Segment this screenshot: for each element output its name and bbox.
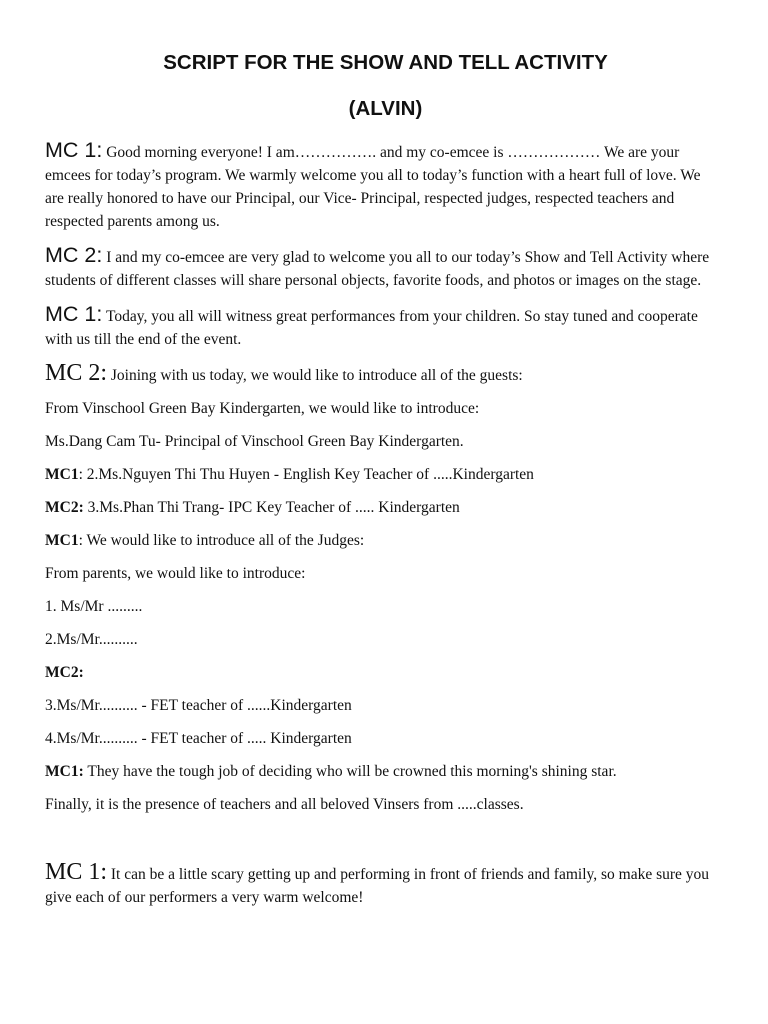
speaker-label: MC 1:: [45, 138, 103, 162]
script-line: [45, 529, 718, 552]
speaker-label: MC 2:: [45, 360, 108, 386]
line-text: They have the tough job of deciding who will be crowned this morning's shining star.: [83, 763, 617, 780]
line-text: : 2.Ms.Nguyen Thi Thu Huyen - English Key Teacher of .....Kindergarten: [78, 466, 534, 483]
line-text: 2.Ms/Mr..........: [45, 631, 138, 648]
script-line: [45, 661, 718, 684]
speaker-label: MC2:: [45, 499, 84, 516]
script-line: [45, 694, 718, 717]
script-line: [45, 727, 718, 750]
script-line: [45, 496, 718, 519]
script-line: [45, 628, 718, 651]
paragraph-text: Good morning everyone! I am……………. and my co-emcee is ……………… We are your emcees for today’s program. We warmly welcome you all to today’s function with a heart full of love. We are really honored to have our Principal, our Vice- Principal, respected judges, respected teachers and respected parents among us.: [45, 144, 701, 230]
line-text: : We would like to introduce all of the Judges:: [78, 532, 365, 549]
speaker-label: MC1:: [45, 763, 84, 780]
speaker-label: MC 2:: [45, 243, 103, 267]
speaker-label: MC 1:: [45, 302, 103, 326]
paragraph-text: Joining with us today, we would like to introduce all of the guests:: [107, 367, 523, 384]
paragraph-text: I and my co-emcee are very glad to welcome you all to our today’s Show and Tell Activity where students of different classes will share personal objects, favorite foods, and photos or images on the stage.: [45, 249, 710, 289]
speaker-label: MC1: [45, 532, 79, 549]
line-text: 1. Ms/Mr .........: [45, 598, 143, 615]
line-text: From Vinschool Green Bay Kindergarten, we would like to introduce:: [45, 400, 480, 417]
paragraph-text: It can be a little scary getting up and performing in front of friends and family, so make sure you give each of our performers a very warm welcome!: [45, 866, 710, 906]
script-line: [45, 430, 718, 453]
line-text: 4.Ms/Mr.......... - FET teacher of ..... Kindergarten: [45, 730, 352, 747]
script-line: [45, 463, 718, 486]
line-text: 3.Ms/Mr.......... - FET teacher of ......Kindergarten: [45, 697, 352, 714]
script-line: [45, 562, 718, 585]
speaker-label: MC 1:: [45, 859, 108, 885]
paragraph-text: Today, you all will witness great performances from your children. So stay tuned and cooperate with us till the end of the event.: [45, 308, 698, 348]
paragraph-mc1-closing: [45, 861, 718, 909]
script-line: [45, 760, 718, 783]
line-text: 3.Ms.Phan Thi Trang- IPC Key Teacher of ..... Kindergarten: [83, 499, 460, 516]
speaker-label: MC1: [45, 466, 79, 483]
paragraph-mc1-welcome: [45, 139, 718, 233]
speaker-label: MC2:: [45, 664, 84, 681]
document-title: SCRIPT FOR THE SHOW AND TELL ACTIVITY: [163, 51, 608, 74]
script-line: [45, 397, 718, 420]
document-subtitle: (ALVIN): [348, 97, 423, 120]
paragraph-mc2-activity: [45, 244, 718, 292]
paragraph-mc2-guests: [45, 362, 718, 387]
line-text: Ms.Dang Cam Tu- Principal of Vinschool Green Bay Kindergarten.: [45, 433, 464, 450]
line-text: From parents, we would like to introduce:: [45, 565, 306, 582]
line-text: Finally, it is the presence of teachers and all beloved Vinsers from .....classes.: [45, 796, 524, 813]
script-line: [45, 793, 718, 816]
paragraph-mc1-performances: [45, 303, 718, 351]
script-line: [45, 595, 718, 618]
